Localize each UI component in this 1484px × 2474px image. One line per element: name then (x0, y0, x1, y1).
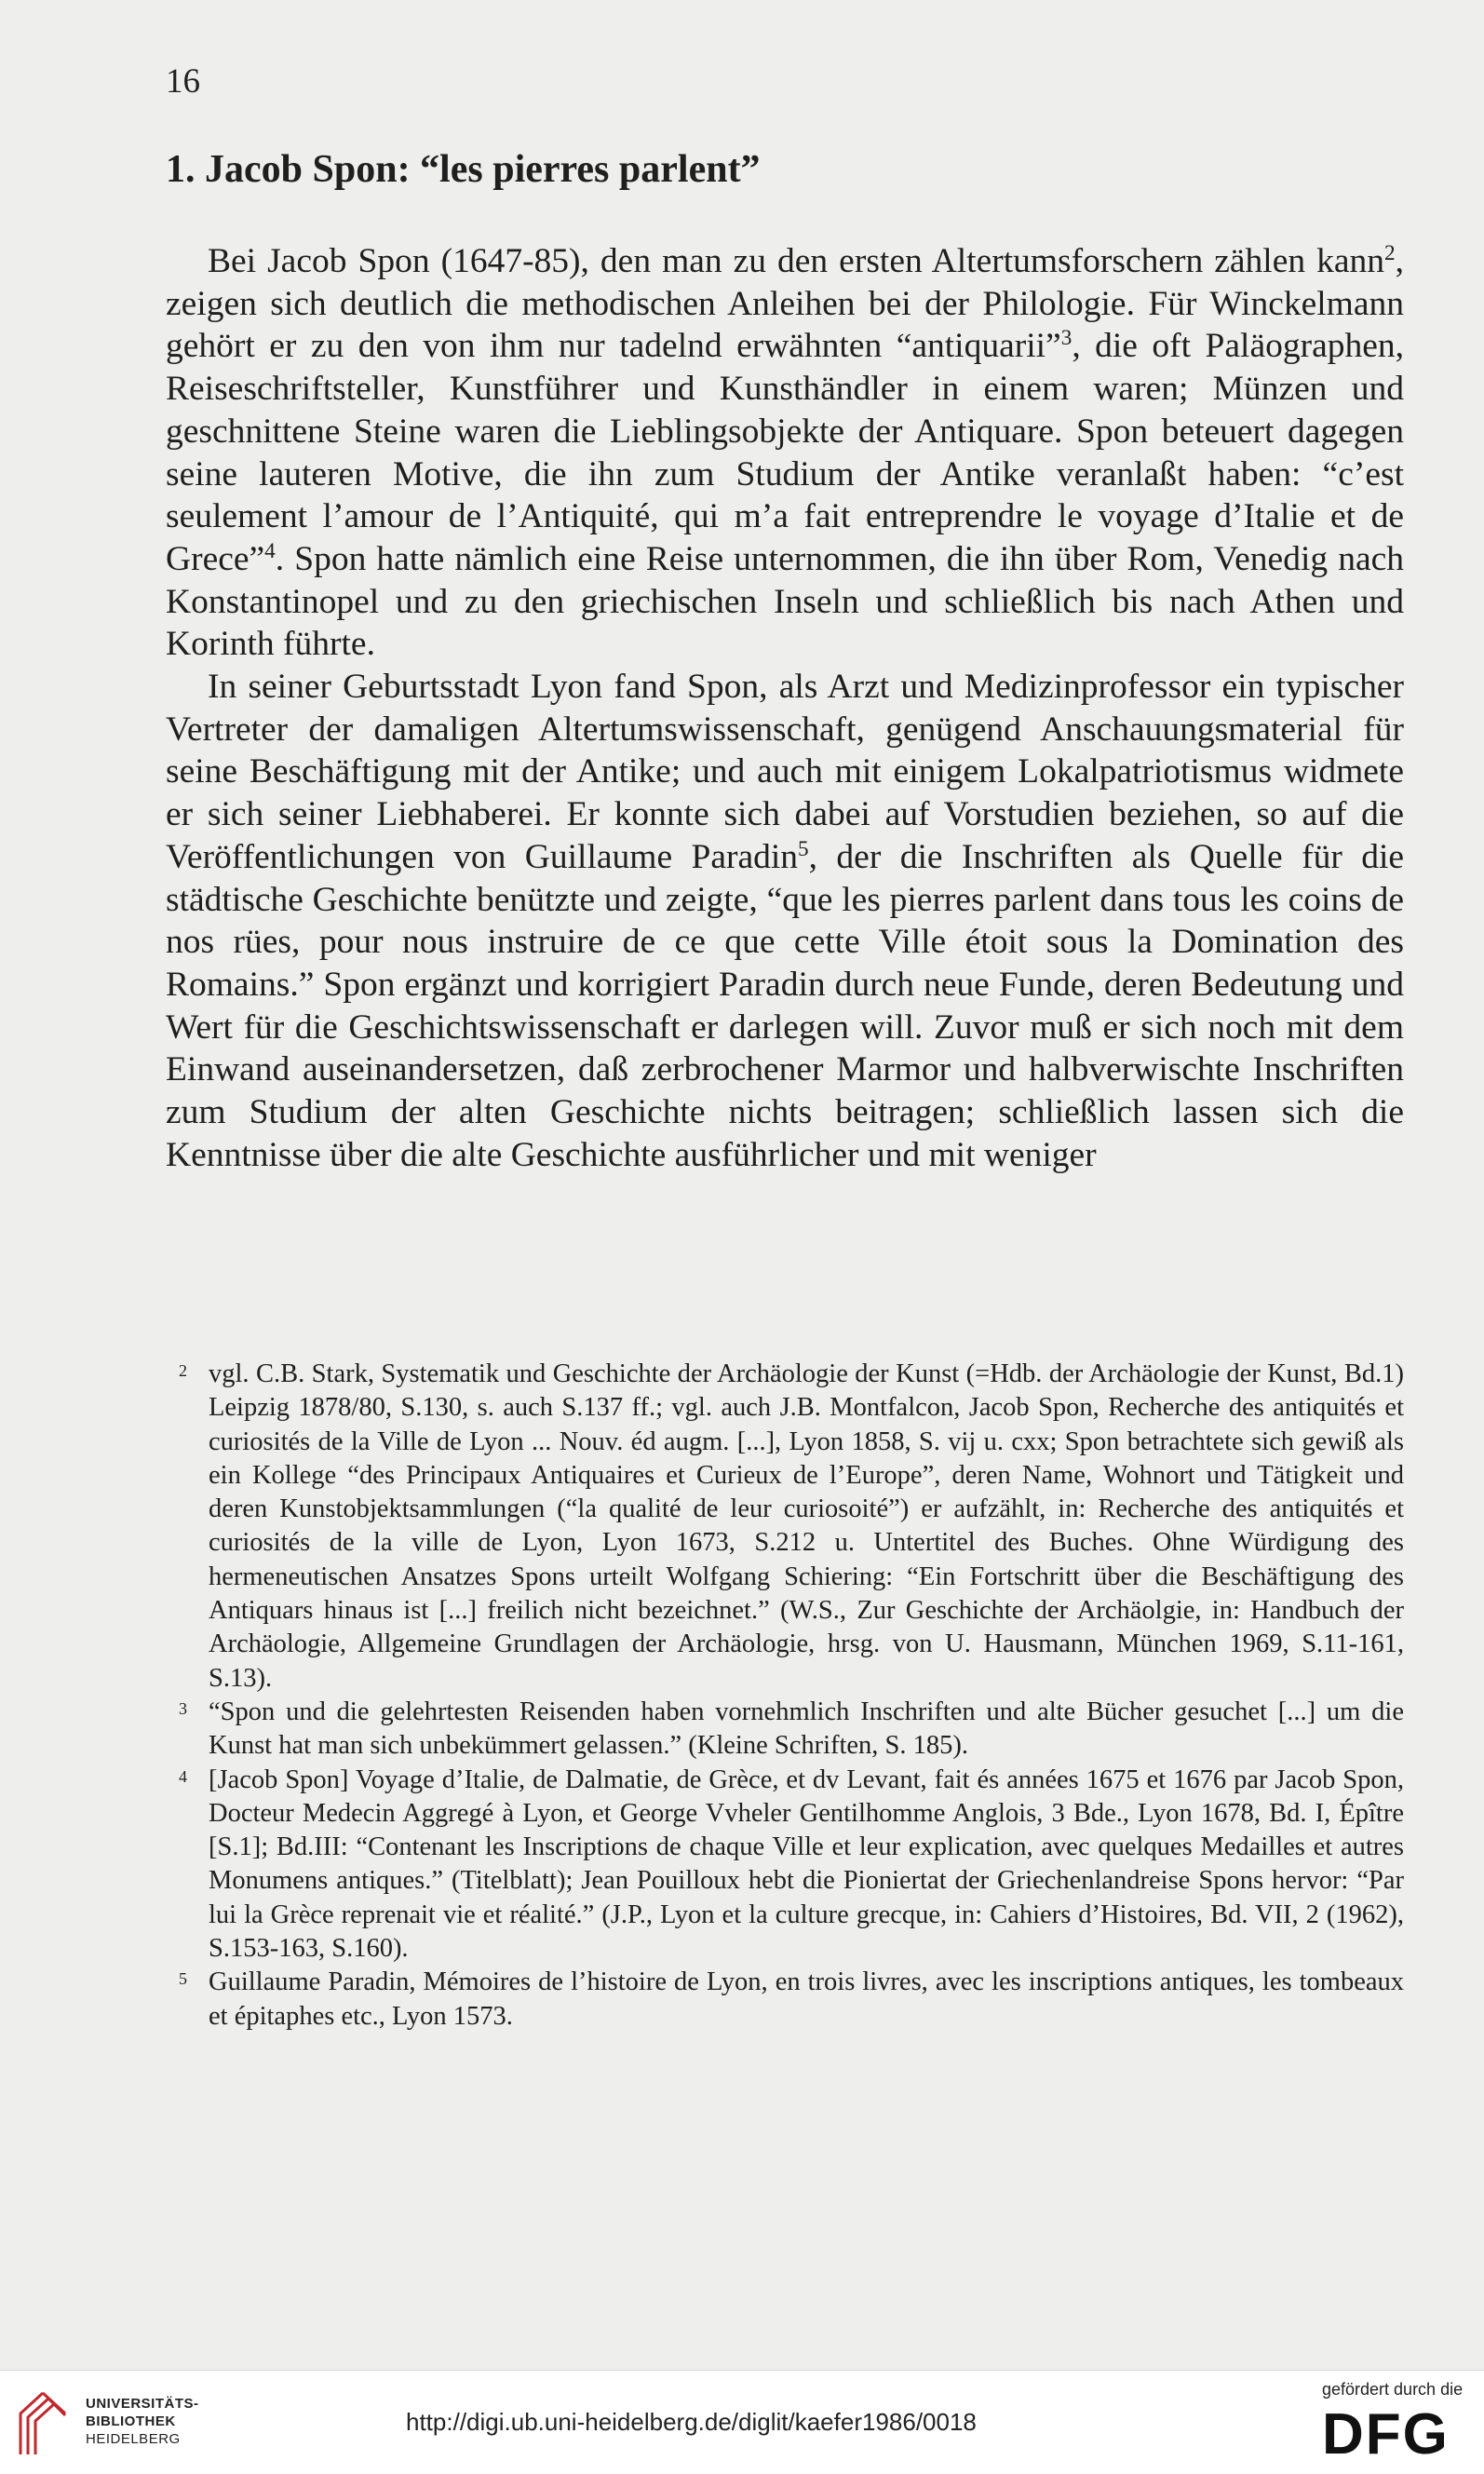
dfg-logo: DFG (1322, 2402, 1450, 2467)
library-name-line: UNIVERSITÄTS- (86, 2396, 199, 2412)
footnote-text: vgl. C.B. Stark, Systematik und Geschichte der Archäologie der Kunst (=Hdb. der Archäologie der Kunst, Bd.1) Leipzig 1878/80, S.130, s. auch S.137 ff.; vgl. auch J.B. Montfalcon, Jacob Spon, Recherche des antiquités et curiosités de la Ville de Lyon ... Nouv. éd augm. [...], Lyon 1858, S. vij u. cxx; Spon betrachtete sich gewiß als ein Kollege “des Principaux Antiquaires et Curieux de l’Europe”, deren Name, Wohnort und Tätigkeit und deren Kunstobjektsammlungen (“la qualité de leur curiosoité”) er aufzählt, in: Recherche des antiquités et curiosités de la ville de Lyon, Lyon 1673, S.212 u. Untertitel des Buches. Ohne Würdigung des hermeneutischen Ansatzes Spons urteilt Wolfgang Schiering: “Ein Fortschritt über die Beschäftigung des Antiquars hinaus ist [...] freilich nicht bezeichnet.” (W.S., Zur Geschichte der Archäolgie, in: Handbuch der Archäologie, Allgemeine Grundlagen der Archäologie, hrsg. von U. Hausmann, München 1969, S.11-161, S.13). (209, 1359, 1404, 1693)
permalink-url[interactable]: http://digi.ub.uni-heidelberg.de/diglit/kaefer1986/0018 (406, 2408, 977, 2436)
footnote-number: 4 (179, 1766, 187, 1786)
text-run: , der die Inschriften als Quelle für die städtische Geschichte benützte und zeigte, “que les pierres parlent dans tous les coins de nos rües, pour nous instruire de ce que cette Ville étoit sous la Domination des Romains.” Spon ergänzt und korrigiert Paradin durch neue Funde, deren Bedeutung und Wert für die Geschichtswissenschaft er darlegen will. Zuvor muß er sich noch mit dem Einwand auseinandersetzen, daß zerbrochener Marmor und halbverwischte Inschriften zum Studium der alten Geschichte nichts beitragen; schließlich lassen sich die Kenntnisse über die alte Geschichte ausführlicher und mit weniger (166, 837, 1405, 1174)
footnote-text: [Jacob Spon] Voyage d’Italie, de Dalmatie, de Grèce, et dv Levant, fait és années 1675 et 1676 par Jacob Spon, Docteur Medecin Aggregé à Lyon, et George Vvheler Gentilhomme Anglois, 3 Bde., Lyon 1678, Bd. I, Épître [S.1]; Bd.III: “Contenant les Inscriptions de chaque Ville et leur explication, avec quelques Medailles et autres Monumens antiques.” (Titelblatt); Jean Pouilloux hebt die Pioniertat der Griechenlandreise Spons hervor: “Par lui la Grèce reprenait vie et réalité.” (J.P., Lyon et la culture grecque, in: Cahiers d’Histoires, Bd. VII, 2 (1962), S.153-163, S.160). (209, 1764, 1404, 1964)
footnote-number: 5 (179, 1969, 187, 1989)
footnote-text: Guillaume Paradin, Mémoires de l’histoire de Lyon, en trois livres, avec les inscriptions antiques, les tombeaux et épitaphes etc., Lyon 1573. (209, 1967, 1404, 2031)
text-run: In seiner Geburtsstadt Lyon fand Spon, als Arzt und Medizinprofessor ein typischer Vertreter der damaligen Altertumswissenschaft, genügend Anschauungsmaterial für seine Beschäftigung mit der Antike; und auch mit einigem Lokalpatriotismus widmete er sich seiner Liebhaberei. Er konnte sich dabei auf Vorstudien beziehen, so auf die Veröffentlichungen von Guillaume Paradin (166, 668, 1404, 876)
library-name (86, 2395, 199, 2448)
footnote-number: 2 (179, 1361, 187, 1380)
footnote-number: 3 (179, 1698, 187, 1718)
paragraph (166, 666, 1404, 1176)
viewer-footer (0, 2370, 1484, 2474)
footnote (166, 1966, 1404, 2034)
sponsor-text: gefördert durch die (1322, 2380, 1464, 2399)
footnote (166, 1358, 1404, 1696)
paragraph (166, 240, 1404, 666)
text-run: . Spon hatte nämlich eine Reise unternommen, die ihn über Rom, Venedig nach Konstantinopel und zu den griechischen Inseln und schließlich bis nach Athen und Korinth führte. (166, 539, 1404, 664)
footnote-text: “Spon und die gelehrtesten Reisenden haben vornehmlich Inschriften und alte Bücher gesuchet [...] um die Kunst hat man sich unbekümmert gelassen.” (Kleine Schriften, S. 185). (209, 1697, 1404, 1761)
library-name-line: HEIDELBERG (86, 2431, 181, 2447)
footnote (166, 1764, 1404, 1967)
footnotes (166, 1358, 1404, 2034)
footnote-reference: 5 (798, 837, 809, 862)
footnote-reference: 4 (264, 539, 276, 564)
page-number: 16 (166, 62, 200, 101)
text-run: , zeigen sich deutlich die methodischen Anleihen bei der Philologie. Für Winckelmann gehört er zu den von ihm nur tadelnd erwähnten “antiquarii” (166, 242, 1404, 366)
section-heading: 1. Jacob Spon: “les pierres parlent” (166, 148, 761, 191)
heidelberg-library-logo-icon (15, 2386, 71, 2458)
text-run: Bei Jacob Spon (1647-85), den man zu den ersten Altertumsforschern zählen kann (208, 242, 1384, 280)
footnote-reference: 2 (1384, 241, 1396, 266)
footnote (166, 1696, 1404, 1764)
library-name-line: BIBLIOTHEK (86, 2413, 176, 2429)
body-text (166, 240, 1404, 1176)
footnote-reference: 3 (1060, 326, 1073, 351)
text-run: , die oft Paläographen, Reiseschriftsteller, Kunstführer und Kunsthändler in einem waren; Münzen und geschnittene Steine waren die Lieblingsobjekte der Antiquare. Spon beteuert dagegen seine lauteren Motive, die ihn zum Studium der Antike veranlaßt haben: “c’est seulement l’amour de l’Antiquité, qui m’a fait entreprendre le voyage d’Italie et de Grece” (166, 327, 1404, 578)
